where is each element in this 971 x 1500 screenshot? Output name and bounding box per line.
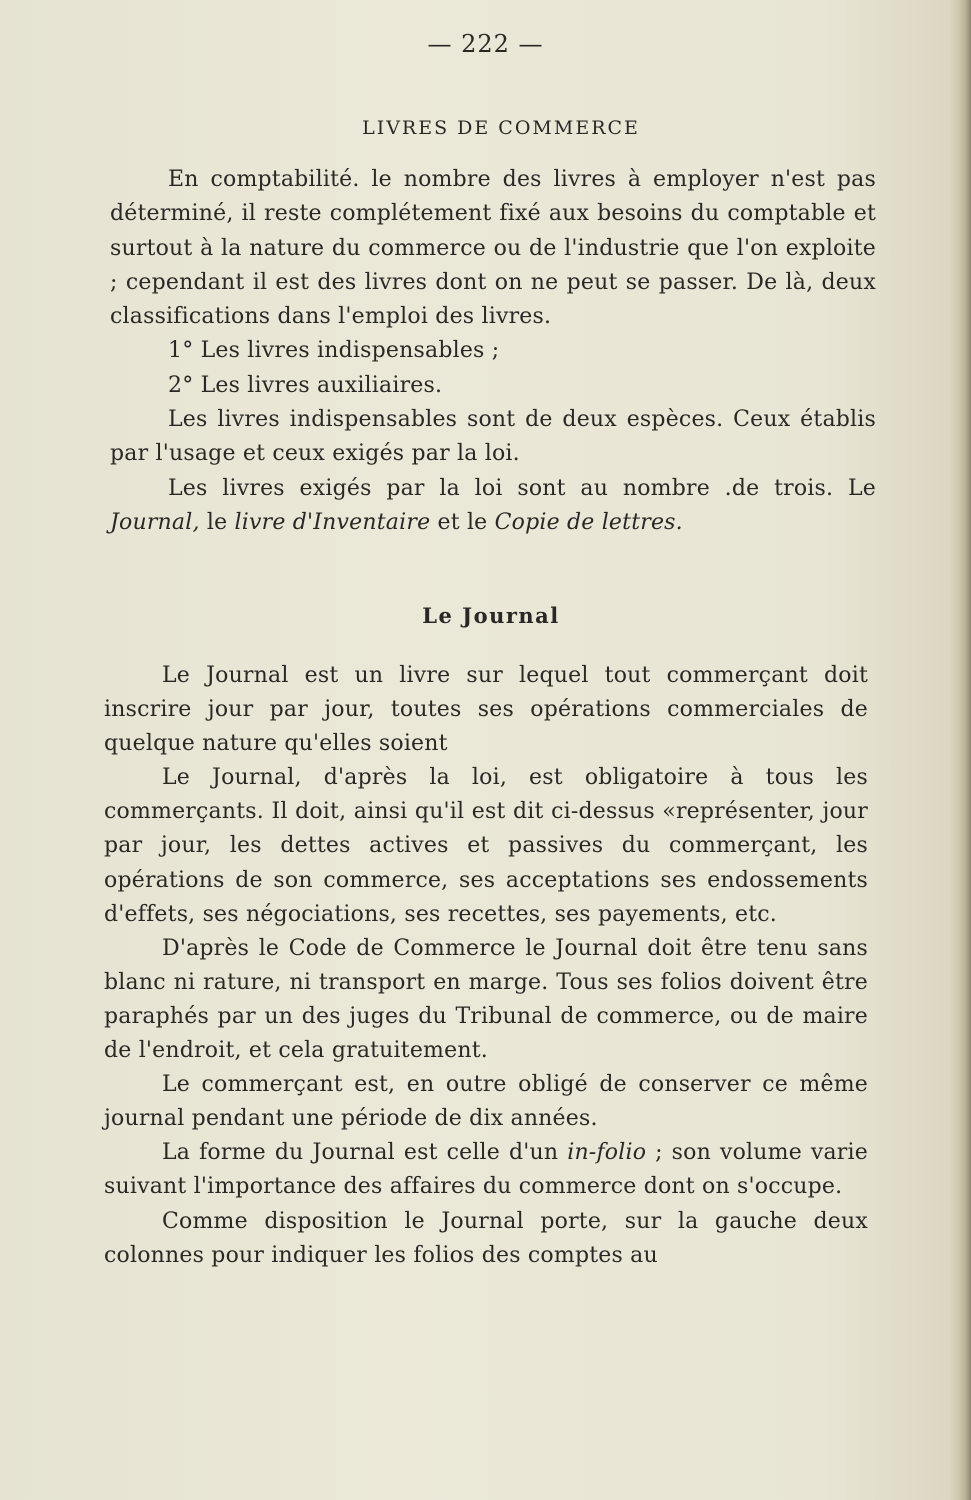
journal-paragraph: Le Journal est un livre sur lequel tout commerçant doit inscrire jour par jour, toutes ses opérations commerciales de quelque nature qu'elles soient <box>104 663 868 757</box>
term-in-folio: in-folio <box>567 1140 647 1166</box>
book-name-copie-de-lettres: Copie de lettres. <box>494 509 683 535</box>
journal-paragraph: D'après le Code de Commerce le Journal doit être tenu sans blanc ni rature, ni transport en marge. Tous ses folios doivent être paraphés par un des juges du Tribunal de commerce, ou de maire de l'endroit, et cela gratuitement. <box>104 935 868 1064</box>
intro-paragraph: En comptabilité. le nombre des livres à employer n'est pas déterminé, il reste complétement fixé aux besoins du comptable et surtout à la nature du commerce ou de l'industrie que l'on exploite ; cependant il est des livres dont on ne peut se passer. De là, deux classifications dans l'emploi des livres. <box>110 167 876 330</box>
book-name-inventaire: livre d'Inventaire <box>234 509 431 535</box>
journal-paragraph: Comme disposition le Journal porte, sur la gauche deux colonnes pour indiquer les folios des comptes au <box>104 1208 868 1268</box>
intro-paragraph: Les livres indispensables sont de deux espèces. Ceux établis par l'usage et ceux exigés par la loi. <box>110 407 876 467</box>
list-item-indispensables: 1° Les livres indispensables ; <box>168 338 500 364</box>
journal-paragraph: Le Journal, d'après la loi, est obligatoire à tous les commerçants. Il doit, ainsi qu'il est dit ci-dessus «représenter, jour par jour, les dettes actives et passives du commerçant, les opérations de son commerce, ses acceptations ses endossements d'effets, ses négociations, ses recettes, ses payements, etc. <box>104 765 868 927</box>
list-item-auxiliaires: 2° Les livres auxiliaires. <box>168 372 443 398</box>
section-title: Le Journal <box>422 603 560 628</box>
page-edge-shadow <box>949 0 971 1500</box>
intro-paragraph: Les livres exigés par la loi sont au nombre .de trois. Le Journal, le livre d'Inventaire et le Copie de lettres. <box>110 475 876 535</box>
page-number: — 222 — <box>427 30 544 58</box>
chapter-title: LIVRES DE COMMERCE <box>362 117 640 139</box>
journal-paragraph: La forme du Journal est celle d'un in-folio ; son volume varie suivant l'importance des affaires du commerce dont on s'occupe. <box>104 1140 868 1200</box>
journal-section <box>104 659 868 1273</box>
book-name-journal: Journal, <box>110 509 200 535</box>
intro-section <box>110 163 876 540</box>
journal-paragraph: Le commerçant est, en outre obligé de conserver ce même journal pendant une période de dix années. <box>104 1072 868 1132</box>
